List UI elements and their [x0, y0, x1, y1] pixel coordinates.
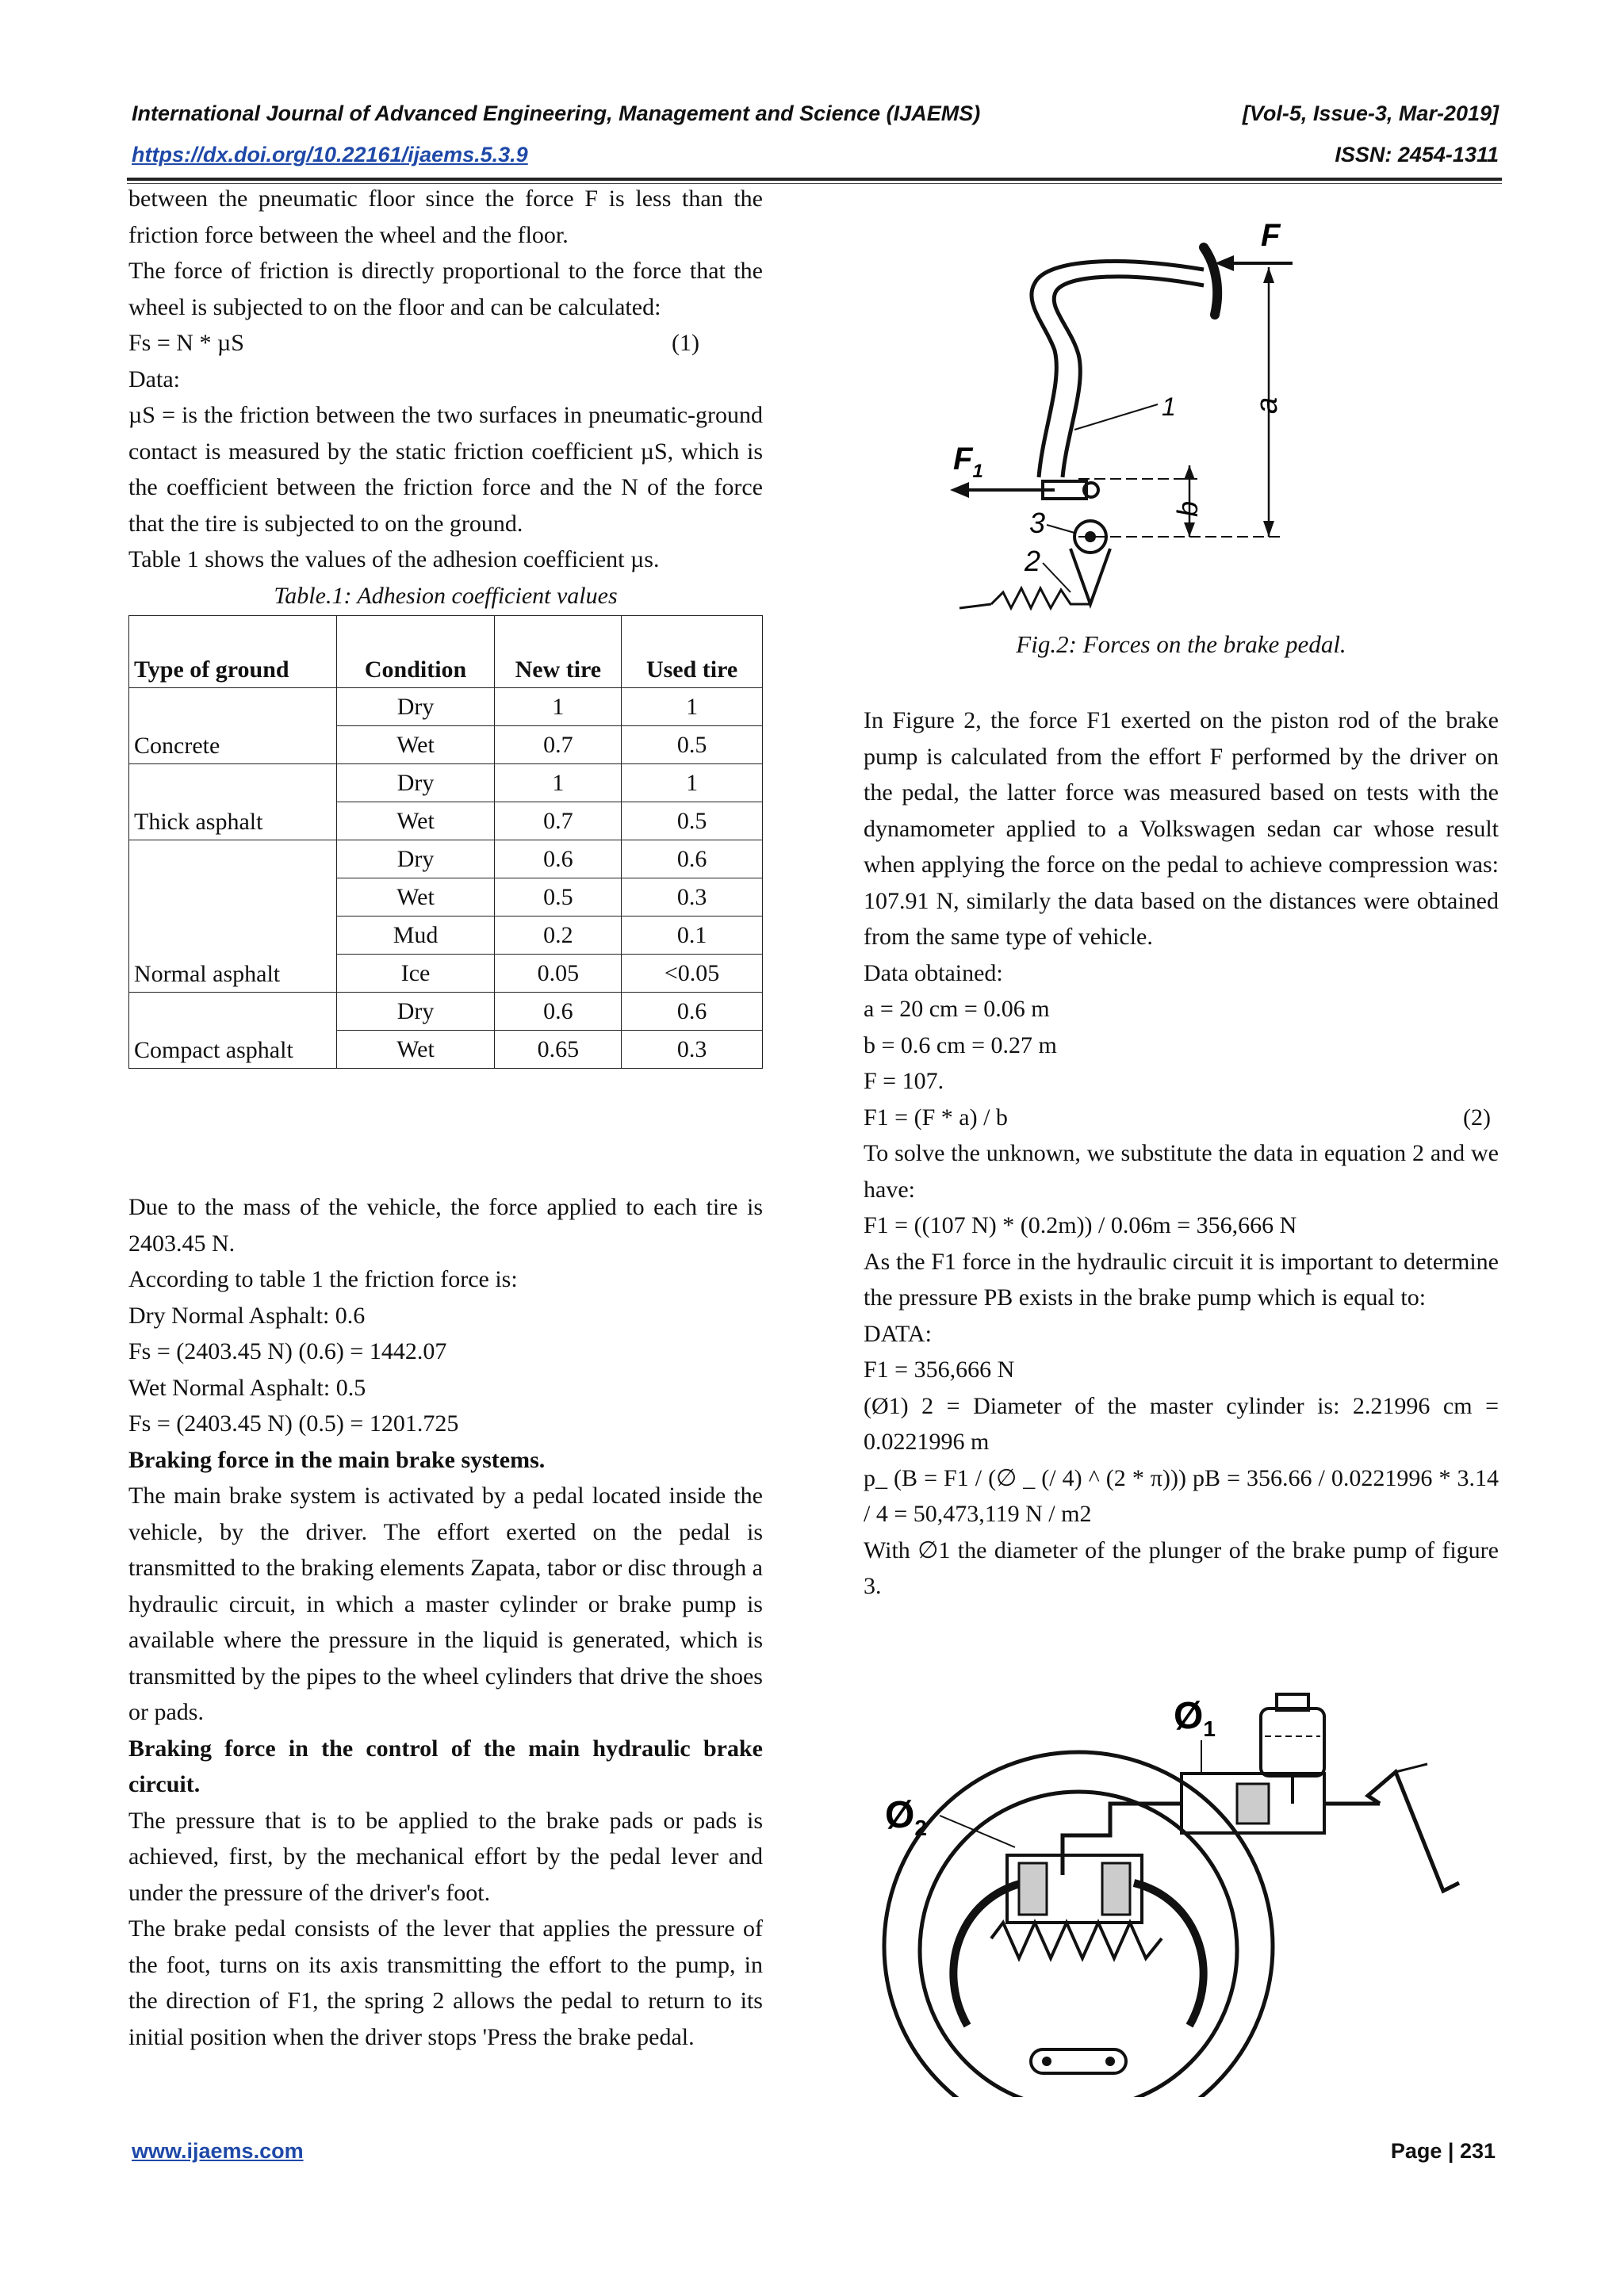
column-header: Type of ground — [129, 616, 337, 688]
hatch — [959, 604, 991, 608]
table-row — [129, 688, 763, 726]
equation-number: (1) — [672, 330, 699, 356]
table-cell: 0.7 — [495, 726, 622, 764]
pedal-stop — [1396, 1764, 1427, 1772]
paragraph: Table 1 shows the values of the adhesion coefficient µs. — [128, 546, 660, 572]
anchor-pin — [1042, 2057, 1051, 2066]
table-cell: Wet — [336, 802, 495, 840]
list-line: Fs = (2403.45 N) (0.6) = 1442.07 — [128, 1338, 447, 1364]
data-label: Data obtained: — [864, 959, 1003, 986]
pivot-bracket — [1071, 549, 1110, 604]
equation-text: F1 = (F * a) / b — [864, 1104, 1008, 1131]
data-line: a = 20 cm = 0.06 m — [864, 996, 1050, 1022]
wheel-piston-left — [1019, 1863, 1047, 1915]
brake-drum-outer — [884, 1752, 1273, 2097]
equation-number: (2) — [1463, 1104, 1491, 1131]
paragraph: The force of friction is directly proportional to the force that the wheel is subjected to on the floor and can be calculated: — [128, 258, 763, 320]
table-cell: 0.65 — [495, 1031, 622, 1069]
table-header-row — [129, 616, 763, 688]
pedal-pivot-center — [1085, 531, 1096, 542]
volume-info: [Vol-5, Issue-3, Mar-2019] — [1242, 101, 1499, 125]
table-cell: Dry — [336, 993, 495, 1031]
left-column-lower — [128, 1189, 763, 2055]
data-line: F1 = 356,666 N — [864, 1357, 1015, 1383]
left-column — [128, 181, 763, 1069]
label-3: 3 — [1029, 507, 1046, 539]
table-cell: 0.5 — [622, 726, 763, 764]
ground-type: Concrete — [129, 688, 337, 764]
table-cell: 0.3 — [622, 1031, 763, 1069]
website-link[interactable]: www.ijaems.com — [132, 2139, 304, 2163]
wheel-piston-right — [1102, 1863, 1130, 1915]
pedal-lever-inner — [1054, 277, 1204, 477]
table-caption: Table.1: Adhesion coefficient values — [274, 582, 618, 609]
paragraph: (Ø1) 2 = Diameter of the master cylinder is: 2.21996 cm = 0.0221996 m — [864, 1392, 1499, 1455]
figure-2-caption: Fig.2: Forces on the brake pedal. — [1016, 630, 1346, 658]
table-cell: <0.05 — [622, 955, 763, 993]
paragraph: The main brake system is activated by a pedal located inside the vehicle, by the driver. The effort exerted on the pedal is transmitted to the braking elements Zapata, tabor or disc through a hydraulic circuit, in which a master cylinder or brake pump is available where the pressure in the liquid is generated, which is transmitted by the pipes to the wheel cylinders that drive the shoes or pads. — [128, 1483, 763, 1725]
paragraph: In Figure 2, the force F1 exerted on the piston rod of the brake pump is calculated from the effort F performed by the driver on the pedal, the latter force was measured based on tests with the dynamometer applied to a Volkswagen sedan car whose result when applying the force on the pedal to achieve compression was: 107.91 N, similarly the data based on the distances were obtained from the same type of vehicle. — [864, 707, 1499, 950]
table-cell: 0.6 — [622, 840, 763, 878]
table-cell: Dry — [336, 764, 495, 802]
label-d1 — [1174, 1695, 1216, 1741]
label-b: b — [1171, 500, 1204, 517]
arrow-head-icon — [1263, 267, 1274, 283]
paragraph: p_ (B = F1 / (∅ _ (/ 4) ^ (2 * π))) pB = 356.66 / 0.0221996 * 3.14 / 4 = 50,473,119 N / m2 — [864, 1464, 1499, 1527]
column-header: New tire — [495, 616, 622, 688]
leader-line-1 — [1074, 404, 1158, 430]
calculation: F1 = ((107 N) * (0.2m)) / 0.06m = 356,666 N — [864, 1212, 1297, 1238]
heading-text: Braking force in the main brake systems. — [128, 1446, 546, 1473]
return-spring — [991, 1923, 1162, 1958]
equation-2 — [864, 1100, 1499, 1136]
ground-type: Normal asphalt — [129, 840, 337, 993]
anchor-pin — [1105, 2057, 1115, 2066]
table-cell: 0.2 — [495, 916, 622, 955]
data-line: b = 0.6 cm = 0.27 m — [864, 1031, 1057, 1058]
pedal-lever — [1032, 262, 1204, 477]
adhesion-table — [128, 615, 763, 1069]
journal-title: International Journal of Advanced Engineering, Management and Science (IJAEMS) — [132, 101, 981, 125]
section-heading — [128, 1442, 763, 1479]
master-piston — [1237, 1784, 1269, 1823]
table-cell: Wet — [336, 726, 495, 764]
table-cell: Wet — [336, 878, 495, 916]
ground-type: Thick asphalt — [129, 764, 337, 840]
paragraph: With ∅1 the diameter of the plunger of the brake pump of figure 3. — [864, 1536, 1499, 1599]
paragraph: Due to the mass of the vehicle, the force applied to each tire is 2403.45 N. — [128, 1194, 763, 1257]
arrow-head-icon — [1184, 465, 1195, 480]
list-line: Fs = (2403.45 N) (0.5) = 1201.725 — [128, 1410, 459, 1437]
label-d2-symbol: Ø — [885, 1794, 915, 1836]
table-cell: 0.6 — [495, 840, 622, 878]
table-cell: 0.6 — [622, 993, 763, 1031]
label-2: 2 — [1025, 545, 1041, 577]
leader-line-d2 — [940, 1816, 1015, 1847]
table-cell: 0.6 — [495, 993, 622, 1031]
return-spring — [991, 588, 1090, 608]
data-label: DATA: — [864, 1320, 932, 1347]
ground-type: Compact asphalt — [129, 993, 337, 1069]
brake-drum-inner — [920, 1792, 1237, 2097]
label-a: a — [1251, 396, 1284, 414]
paragraph: As the F1 force in the hydraulic circuit it is important to determine the pressure PB exists in the brake pump which is equal to: — [864, 1248, 1499, 1311]
table-cell: 0.05 — [495, 955, 622, 993]
label-d1-sub: 1 — [1203, 1716, 1216, 1741]
label-f: F — [1261, 218, 1281, 253]
label-f1-sub: 1 — [972, 461, 983, 482]
table-cell: 0.7 — [495, 802, 622, 840]
leader-line-3 — [1047, 525, 1074, 533]
pedal-pad — [1204, 247, 1217, 315]
table-cell: Mud — [336, 916, 495, 955]
doi-link[interactable]: https://dx.doi.org/10.22161/ijaems.5.3.9 — [132, 143, 528, 166]
figure-2-brake-pedal — [936, 208, 1300, 620]
label-f1 — [953, 442, 983, 482]
table-cell: 1 — [622, 764, 763, 802]
arrow-head-icon — [1263, 521, 1274, 537]
right-column — [864, 702, 1499, 1605]
data-line: F = 107. — [864, 1068, 944, 1094]
paragraph: The pressure that is to be applied to the brake pads or pads is achieved, first, by the mechanical effort by the pedal lever and under the pressure of the driver's foot. — [128, 1807, 763, 1906]
paragraph: To solve the unknown, we substitute the data in equation 2 and we have: — [864, 1140, 1499, 1203]
table-row — [129, 840, 763, 878]
brake-pedal — [1368, 1772, 1459, 1891]
figure-3-hydraulic-circuit — [872, 1685, 1475, 2097]
list-line: Wet Normal Asphalt: 0.5 — [128, 1374, 366, 1401]
equation-text: Fs = N * µS — [128, 330, 244, 356]
page-number: Page | 231 — [1390, 2139, 1496, 2163]
label-d1-symbol: Ø — [1174, 1695, 1204, 1737]
paragraph: According to table 1 the friction force is: — [128, 1266, 518, 1292]
table-cell: Ice — [336, 955, 495, 993]
leader-line-2 — [1043, 563, 1071, 592]
paragraph: between the pneumatic floor since the force F is less than the friction force between the wheel and the floor. — [128, 186, 763, 248]
label-f1-letter: F — [953, 442, 973, 476]
equation-1 — [128, 325, 763, 362]
table-cell: 0.3 — [622, 878, 763, 916]
table-cell: Wet — [336, 1031, 495, 1069]
table-cell: 0.1 — [622, 916, 763, 955]
fluid-reservoir — [1261, 1709, 1324, 1776]
table-cell: Dry — [336, 688, 495, 726]
table-cell: 1 — [495, 764, 622, 802]
data-label: Data: — [128, 365, 180, 392]
table-row — [129, 764, 763, 802]
page-footer — [132, 2139, 1496, 2164]
arrow-head-icon — [1184, 522, 1195, 537]
label-d2-sub: 2 — [914, 1816, 927, 1840]
table-cell: 0.5 — [622, 802, 763, 840]
column-header: Condition — [336, 616, 495, 688]
paragraph: µS = is the friction between the two surfaces in pneumatic-ground contact is measured by the static friction coefficient µS, which is the coefficient between the friction force and the N of the force that the tire is subjected to on the ground. — [128, 402, 763, 537]
table-cell: 1 — [495, 688, 622, 726]
table-row — [129, 993, 763, 1031]
paragraph: The brake pedal consists of the lever that applies the pressure of the foot, turns on its axis transmitting the effort to the pump, in the direction of F1, the spring 2 allows the pedal to return to its initial position when the driver stops 'Press the brake pedal. — [128, 1915, 763, 2050]
arrow-head-icon — [950, 482, 969, 498]
brake-shoe-left — [953, 1883, 1023, 2026]
heading-text: Braking force in the control of the main hydraulic brake circuit. — [128, 1735, 763, 1797]
table-cell: 1 — [622, 688, 763, 726]
column-header: Used tire — [622, 616, 763, 688]
list-line: Dry Normal Asphalt: 0.6 — [128, 1302, 366, 1329]
table-cell: 0.5 — [495, 878, 622, 916]
label-1: 1 — [1162, 392, 1176, 421]
issn: ISSN: 2454-1311 — [1335, 143, 1499, 166]
table-cell: Dry — [336, 840, 495, 878]
section-heading — [128, 1731, 763, 1803]
